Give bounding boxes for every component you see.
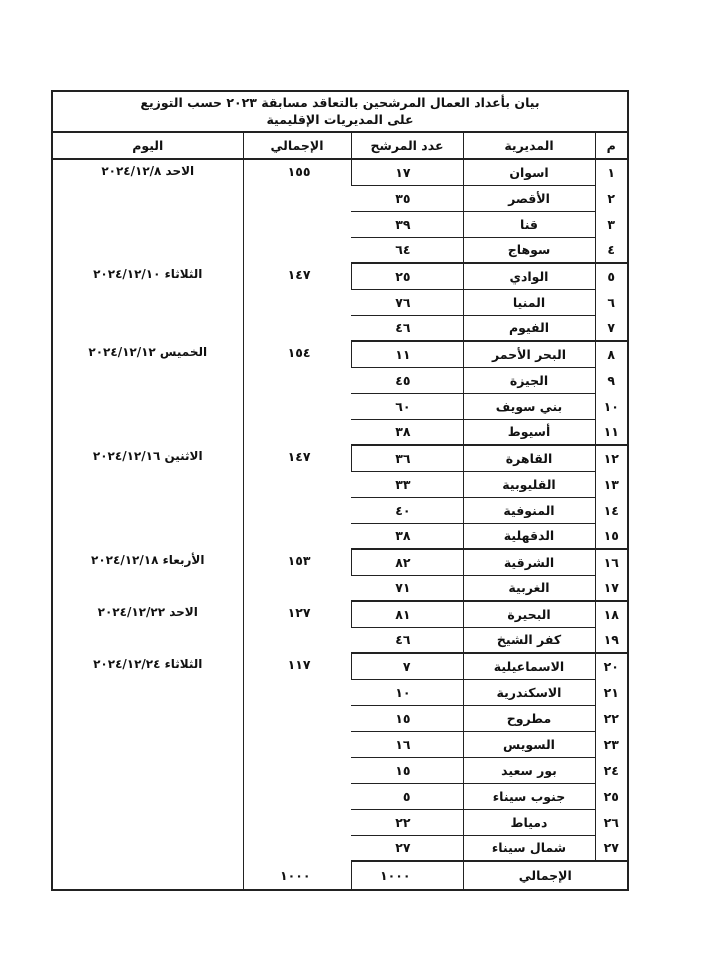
group-day: الاثنين ٢٠٢٤/١٢/١٦ — [92, 449, 203, 463]
candidate-count: ٦٤ — [351, 237, 463, 263]
group-day: الاحد ٢٠٢٤/١٢/٨ — [101, 164, 195, 178]
table-body — [53, 159, 627, 861]
group-day: الخميس ٢٠٢٤/١٢/١٢ — [88, 345, 208, 359]
header-total: الإجمالي — [243, 133, 351, 159]
footer-total-label: الإجمالي — [463, 861, 627, 889]
row-number: ١٠ — [595, 393, 627, 419]
table-row — [53, 549, 627, 575]
candidate-count: ٧٦ — [351, 289, 463, 315]
group-total: ١٤٧ — [243, 445, 351, 549]
header-governorate: المديرية — [463, 133, 595, 159]
candidate-count: ١٠ — [351, 679, 463, 705]
footer-empty-cell — [53, 861, 243, 889]
group-total: ١٤٧ — [243, 263, 351, 341]
footer-count-total: ١٠٠٠ — [351, 861, 463, 889]
candidate-count: ٤٥ — [351, 367, 463, 393]
group-day: الثلاثاء ٢٠٢٤/١٢/١٠ — [93, 267, 203, 281]
candidate-count: ٣٨ — [351, 523, 463, 549]
row-number: ٣ — [595, 211, 627, 237]
row-number: ٢٥ — [595, 783, 627, 809]
candidate-count: ١٥ — [351, 705, 463, 731]
row-number: ١٥ — [595, 523, 627, 549]
row-number: ٢٤ — [595, 757, 627, 783]
governorate-name: سوهاج — [463, 237, 595, 263]
title-line-2: على المديريات الإقليمية — [266, 112, 414, 127]
row-number: ١٦ — [595, 549, 627, 575]
governorate-name: الغربية — [463, 575, 595, 601]
governorate-name: البحيرة — [463, 601, 595, 627]
row-number: ١٨ — [595, 601, 627, 627]
candidate-count: ١١ — [351, 341, 463, 367]
candidate-count: ٣٣ — [351, 471, 463, 497]
row-number: ٧ — [595, 315, 627, 341]
row-number: ٥ — [595, 263, 627, 289]
table-row — [53, 341, 627, 367]
row-number: ٢ — [595, 185, 627, 211]
governorate-name: الاسكندرية — [463, 679, 595, 705]
row-number: ٤ — [595, 237, 627, 263]
candidate-count: ٧١ — [351, 575, 463, 601]
distribution-table — [53, 133, 627, 889]
governorate-name: مطروح — [463, 705, 595, 731]
candidate-count: ٨٢ — [351, 549, 463, 575]
governorate-name: المنوفية — [463, 497, 595, 523]
row-number: ١٩ — [595, 627, 627, 653]
governorate-name: المنيا — [463, 289, 595, 315]
candidate-count: ١٧ — [351, 159, 463, 185]
governorate-name: الشرقية — [463, 549, 595, 575]
candidate-count: ٧ — [351, 653, 463, 679]
group-total: ١٥٣ — [243, 549, 351, 601]
row-number: ٢٣ — [595, 731, 627, 757]
row-number: ١٤ — [595, 497, 627, 523]
candidate-count: ٨١ — [351, 601, 463, 627]
governorate-name: كفر الشيخ — [463, 627, 595, 653]
governorate-name: البحر الأحمر — [463, 341, 595, 367]
candidate-count: ٤٦ — [351, 315, 463, 341]
candidate-count: ٣٥ — [351, 185, 463, 211]
governorate-name: قنا — [463, 211, 595, 237]
row-number: ٢٢ — [595, 705, 627, 731]
table-row — [53, 601, 627, 627]
governorate-name: الأقصر — [463, 185, 595, 211]
row-number: ٢١ — [595, 679, 627, 705]
governorate-name: اسوان — [463, 159, 595, 185]
candidate-count: ١٦ — [351, 731, 463, 757]
candidate-count: ٤٦ — [351, 627, 463, 653]
footer-total-row — [53, 861, 627, 889]
governorate-name: الوادي — [463, 263, 595, 289]
header-count: عدد المرشح — [351, 133, 463, 159]
row-number: ١٧ — [595, 575, 627, 601]
row-number: ١ — [595, 159, 627, 185]
row-number: ٨ — [595, 341, 627, 367]
governorate-name: الفيوم — [463, 315, 595, 341]
table-row — [53, 263, 627, 289]
governorate-name: السويس — [463, 731, 595, 757]
row-number: ٦ — [595, 289, 627, 315]
candidate-count: ٦٠ — [351, 393, 463, 419]
group-day: الاحد ٢٠٢٤/١٢/٢٢ — [97, 605, 198, 619]
row-number: ٢٧ — [595, 835, 627, 861]
governorate-name: شمال سيناء — [463, 835, 595, 861]
group-total: ١٥٤ — [243, 341, 351, 445]
row-number: ١٢ — [595, 445, 627, 471]
table-row — [53, 445, 627, 471]
candidate-count: ٥ — [351, 783, 463, 809]
governorate-name: القليوبية — [463, 471, 595, 497]
group-day: الأربعاء ٢٠٢٤/١٢/١٨ — [91, 553, 205, 567]
group-total: ١٢٧ — [243, 601, 351, 653]
group-total: ١١٧ — [243, 653, 351, 861]
governorate-name: الدقهلية — [463, 523, 595, 549]
candidate-count: ٢٧ — [351, 835, 463, 861]
governorate-name: بور سعيد — [463, 757, 595, 783]
table-row — [53, 653, 627, 679]
table-row — [53, 159, 627, 185]
governorate-name: أسيوط — [463, 419, 595, 445]
candidate-count: ٤٠ — [351, 497, 463, 523]
candidate-count: ٣٨ — [351, 419, 463, 445]
candidate-count: ٣٩ — [351, 211, 463, 237]
header-num: م — [595, 133, 627, 159]
candidate-count: ٢٢ — [351, 809, 463, 835]
group-total: ١٥٥ — [243, 159, 351, 263]
row-number: ٩ — [595, 367, 627, 393]
header-row — [53, 133, 627, 159]
document-table-frame — [51, 90, 629, 891]
candidate-count: ٢٥ — [351, 263, 463, 289]
row-number: ١٣ — [595, 471, 627, 497]
governorate-name: الاسماعيلية — [463, 653, 595, 679]
governorate-name: الجيزة — [463, 367, 595, 393]
group-day: الثلاثاء ٢٠٢٤/١٢/٢٤ — [93, 657, 203, 671]
candidate-count: ١٥ — [351, 757, 463, 783]
row-number: ١١ — [595, 419, 627, 445]
governorate-name: القاهرة — [463, 445, 595, 471]
title-line-1: بيان بأعداد العمال المرشحين بالتعاقد مسابقة ٢٠٢٣ حسب التوزيع — [140, 95, 540, 110]
row-number: ٢٦ — [595, 809, 627, 835]
governorate-name: دمياط — [463, 809, 595, 835]
governorate-name: جنوب سيناء — [463, 783, 595, 809]
footer-grand-total: ١٠٠٠ — [243, 861, 351, 889]
header-day: اليوم — [53, 133, 243, 159]
governorate-name: بني سويف — [463, 393, 595, 419]
candidate-count: ٣٦ — [351, 445, 463, 471]
document-title — [53, 92, 627, 133]
row-number: ٢٠ — [595, 653, 627, 679]
